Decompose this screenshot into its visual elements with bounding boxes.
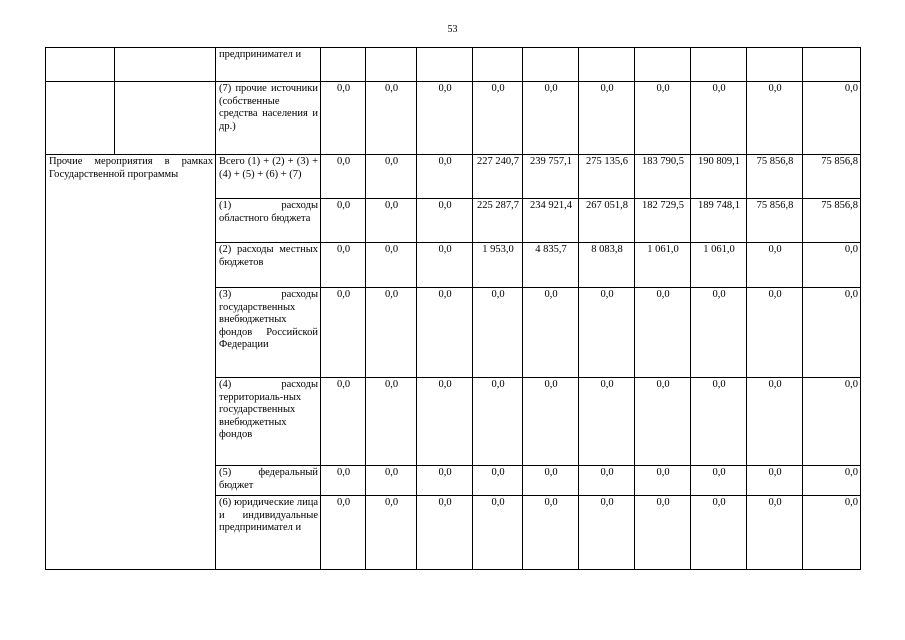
value-cell: 0,0 [747,243,803,288]
value-cell: 0,0 [523,288,579,378]
value-cell: 0,0 [747,82,803,155]
value-cell: 0,0 [747,378,803,466]
value-cell [366,48,417,82]
value-cell [691,48,747,82]
value-cell: 183 790,5 [635,155,691,199]
value-cell: 0,0 [747,466,803,496]
value-cell: 75 856,8 [747,155,803,199]
value-cell: 0,0 [579,466,635,496]
value-cell: 182 729,5 [635,199,691,243]
value-cell: 0,0 [691,82,747,155]
value-cell: 0,0 [579,288,635,378]
value-cell: 0,0 [803,243,861,288]
value-cell: 0,0 [803,288,861,378]
value-cell: 0,0 [747,496,803,570]
value-cell: 0,0 [635,288,691,378]
value-cell: 0,0 [473,288,523,378]
value-cell: 189 748,1 [691,199,747,243]
value-cell: 0,0 [321,288,366,378]
value-cell: 0,0 [803,378,861,466]
value-cell: 0,0 [417,199,473,243]
value-cell: 0,0 [523,82,579,155]
value-cell: 0,0 [366,378,417,466]
value-cell: 0,0 [635,82,691,155]
source-cell: (5) федеральный бюджет [216,466,321,496]
value-cell: 0,0 [523,466,579,496]
value-cell: 0,0 [417,466,473,496]
source-cell: (4) расходы территориаль-ных государственных внебюджетных фондов [216,378,321,466]
value-cell: 75 856,8 [747,199,803,243]
value-cell: 225 287,7 [473,199,523,243]
value-cell: 0,0 [417,496,473,570]
value-cell: 0,0 [366,466,417,496]
value-cell: 0,0 [691,378,747,466]
value-cell: 0,0 [417,155,473,199]
value-cell: 0,0 [579,82,635,155]
value-cell: 190 809,1 [691,155,747,199]
value-cell: 0,0 [321,496,366,570]
value-cell: 75 856,8 [803,199,861,243]
value-cell: 0,0 [321,243,366,288]
value-cell: 0,0 [473,496,523,570]
value-cell: 0,0 [747,288,803,378]
program-cell [46,48,115,82]
value-cell [635,48,691,82]
value-cell: 1 061,0 [635,243,691,288]
value-cell: 0,0 [321,466,366,496]
source-cell: (7) прочие источники (собственные средства населения и др.) [216,82,321,155]
value-cell: 0,0 [691,496,747,570]
value-cell: 0,0 [635,378,691,466]
value-cell: 0,0 [366,155,417,199]
value-cell: 1 061,0 [691,243,747,288]
table-row [46,48,861,82]
value-cell: 0,0 [366,243,417,288]
source-cell: (1) расходы областного бюджета [216,199,321,243]
source-cell: Всего (1) + (2) + (3) + (4) + (5) + (6) + (7) [216,155,321,199]
source-cell: (6) юридические лица и индивидуальные предпринимател и [216,496,321,570]
value-cell: 0,0 [417,378,473,466]
value-cell: 267 051,8 [579,199,635,243]
value-cell: 0,0 [579,496,635,570]
event-cell [115,82,216,155]
value-cell: 0,0 [321,82,366,155]
value-cell: 0,0 [803,466,861,496]
value-cell: 0,0 [635,496,691,570]
value-cell: 275 135,6 [579,155,635,199]
value-cell: 1 953,0 [473,243,523,288]
value-cell: 0,0 [803,496,861,570]
value-cell: 0,0 [473,466,523,496]
table-row [46,155,861,199]
source-cell: (2) расходы местных бюджетов [216,243,321,288]
value-cell: 0,0 [366,288,417,378]
value-cell: 0,0 [579,378,635,466]
value-cell [523,48,579,82]
value-cell: 0,0 [635,466,691,496]
value-cell [747,48,803,82]
value-cell: 239 757,1 [523,155,579,199]
page-number: 53 [447,24,458,35]
value-cell: 0,0 [321,378,366,466]
value-cell [417,48,473,82]
value-cell: 0,0 [803,82,861,155]
table-row [46,82,861,155]
value-cell: 4 835,7 [523,243,579,288]
budget-table [45,47,861,570]
value-cell [803,48,861,82]
source-cell: предпринимател и [216,48,321,82]
value-cell: 0,0 [366,82,417,155]
value-cell: 0,0 [691,288,747,378]
value-cell: 0,0 [321,199,366,243]
value-cell: 0,0 [417,288,473,378]
program-cell [46,82,115,155]
value-cell: 0,0 [473,378,523,466]
value-cell: 0,0 [366,199,417,243]
value-cell: 0,0 [417,243,473,288]
value-cell: 0,0 [523,378,579,466]
value-cell: 0,0 [321,155,366,199]
value-cell: 8 083,8 [579,243,635,288]
value-cell [473,48,523,82]
value-cell [321,48,366,82]
value-cell: 0,0 [366,496,417,570]
value-cell: 227 240,7 [473,155,523,199]
program-title-cell: Прочие мероприятия в рамках Государственной программы [46,155,216,570]
value-cell: 75 856,8 [803,155,861,199]
value-cell: 0,0 [691,466,747,496]
value-cell: 0,0 [417,82,473,155]
value-cell [579,48,635,82]
value-cell: 234 921,4 [523,199,579,243]
value-cell: 0,0 [473,82,523,155]
event-cell [115,48,216,82]
source-cell: (3) расходы государственных внебюджетных фондов Российской Федерации [216,288,321,378]
value-cell: 0,0 [523,496,579,570]
